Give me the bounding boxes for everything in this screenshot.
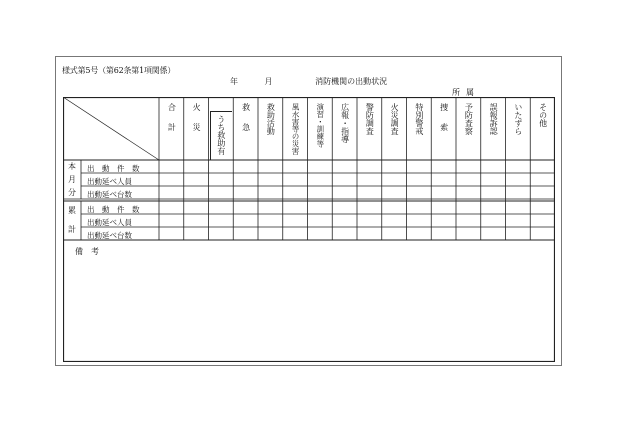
column-header-fire: 火災 [192,103,202,143]
data-cell[interactable] [234,174,257,185]
form-title [230,76,387,87]
data-cell[interactable] [309,187,332,198]
data-cell[interactable] [259,228,282,239]
data-cell[interactable] [185,228,208,239]
title-main: 消防機関の出動状況 [315,77,388,86]
data-cell[interactable] [457,187,480,198]
data-cell[interactable] [284,228,307,239]
data-cell[interactable] [482,174,505,185]
data-cell[interactable] [432,174,455,185]
data-cell[interactable] [358,187,381,198]
group-label-cumulative [63,201,81,240]
data-cell[interactable] [309,228,332,239]
data-cell[interactable] [185,161,208,172]
column-header-emergency: 救急 [241,103,251,143]
data-cell[interactable] [383,187,406,198]
data-cell[interactable] [284,202,307,213]
data-cell[interactable] [507,202,530,213]
data-cell[interactable] [408,228,431,239]
data-cell[interactable] [160,202,183,213]
column-header-fire-investigation: 火災調査 [390,103,400,135]
data-cell[interactable] [210,174,233,185]
data-cell[interactable] [259,187,282,198]
group-label-char: 月 [68,174,76,184]
data-cell[interactable] [531,202,554,213]
data-cell[interactable] [210,202,233,213]
data-cell[interactable] [358,174,381,185]
group-label-char: 本 [68,161,76,171]
data-cell[interactable] [160,174,183,185]
column-header-exercise: 演習・訓練等 [315,103,325,148]
data-cell[interactable] [432,228,455,239]
row-label-cumulative-0: 出 動 件 数 [87,205,140,214]
data-cell[interactable] [531,161,554,172]
column-header-alert-inspection: 警防調査 [365,103,375,135]
row-label-cumulative-2: 出動延べ台数 [87,231,132,240]
data-cell[interactable] [210,187,233,198]
data-cell[interactable] [309,161,332,172]
data-cell[interactable] [383,228,406,239]
data-cell[interactable] [531,228,554,239]
data-cell[interactable] [531,187,554,198]
data-cell[interactable] [507,228,530,239]
data-cell[interactable] [408,202,431,213]
data-cell[interactable] [432,202,455,213]
data-cell[interactable] [507,215,530,226]
data-cell[interactable] [259,161,282,172]
data-cell[interactable] [210,215,233,226]
data-cell[interactable] [383,202,406,213]
data-cell[interactable] [408,215,431,226]
column-header-publicity: 広報・指導 [340,103,350,143]
data-cell[interactable] [284,161,307,172]
data-cell[interactable] [408,174,431,185]
data-cell[interactable] [333,161,356,172]
group-label-this-month [63,160,81,199]
column-header-fire-rescue: うち救助有 [216,115,226,155]
column-header-prank: いたずら [513,103,523,135]
data-cell[interactable] [185,202,208,213]
data-cell[interactable] [309,174,332,185]
dispatch-table [63,97,555,362]
data-cell[interactable] [284,215,307,226]
row-label-this-month-0: 出 動 件 数 [87,164,140,173]
data-cell[interactable] [234,161,257,172]
row-label-cumulative-1: 出動延べ人員 [87,218,132,227]
data-cell[interactable] [507,161,530,172]
data-cell[interactable] [358,228,381,239]
data-cell[interactable] [234,202,257,213]
data-cell[interactable] [160,228,183,239]
column-header-total: 合計 [167,103,177,143]
column-header-prevention: 予防査察 [464,103,474,135]
header-diagonal [63,97,159,160]
data-cell[interactable] [432,187,455,198]
data-cell[interactable] [432,215,455,226]
row-label-this-month-1: 出動延べ人員 [87,177,132,186]
data-cell[interactable] [408,187,431,198]
data-cell[interactable] [185,174,208,185]
data-cell[interactable] [383,174,406,185]
data-cell[interactable] [234,215,257,226]
data-cell[interactable] [482,228,505,239]
title-month: 月 [264,77,273,86]
column-header-special-alert: 特別警戒 [414,103,424,135]
data-cell[interactable] [185,215,208,226]
data-cell[interactable] [432,161,455,172]
data-cell[interactable] [259,202,282,213]
remarks-label: 備 考 [75,247,99,256]
data-cell[interactable] [210,161,233,172]
data-cell[interactable] [259,174,282,185]
title-year: 年 [230,77,238,86]
column-header-storm-flood: 風水害等の災害 [291,103,301,155]
group-label-char: 分 [68,187,76,197]
data-cell[interactable] [358,161,381,172]
data-cell[interactable] [531,174,554,185]
column-header-other: その他 [538,103,548,127]
data-cell[interactable] [284,187,307,198]
fire-rescue-subcolumn-box [210,111,233,160]
data-cell[interactable] [333,187,356,198]
data-cell[interactable] [259,215,282,226]
form-label: 様式第5号（第62条第1項関係） [62,66,176,75]
data-cell[interactable] [333,202,356,213]
data-cell[interactable] [185,187,208,198]
column-header-rescue: 救助活動 [266,103,276,135]
column-header-false-alarm: 誤報訴認 [489,103,499,135]
data-cell[interactable] [482,161,505,172]
data-cell[interactable] [160,215,183,226]
data-cell[interactable] [383,161,406,172]
row-label-this-month-2: 出動延べ台数 [87,190,132,199]
data-cell[interactable] [333,174,356,185]
data-cell[interactable] [333,228,356,239]
data-cell[interactable] [234,228,257,239]
column-header-search: 捜索 [439,103,449,143]
data-cell[interactable] [309,215,332,226]
data-cell[interactable] [457,215,480,226]
data-cell[interactable] [482,215,505,226]
department-label: 所属 [452,88,480,97]
data-cell[interactable] [507,187,530,198]
data-cell[interactable] [160,161,183,172]
data-cell[interactable] [408,161,431,172]
data-cell[interactable] [457,228,480,239]
data-cell[interactable] [457,202,480,213]
data-cell[interactable] [358,202,381,213]
data-cell[interactable] [333,215,356,226]
data-cell[interactable] [457,174,480,185]
data-cell[interactable] [284,174,307,185]
data-cell[interactable] [234,187,257,198]
data-cell[interactable] [210,228,233,239]
data-cell[interactable] [309,202,332,213]
data-cell[interactable] [457,161,480,172]
group-label-char: 計 [68,225,76,235]
form-sheet [55,56,562,366]
data-cell[interactable] [358,215,381,226]
remarks-area[interactable] [65,242,553,360]
data-cell[interactable] [160,187,183,198]
data-cell[interactable] [507,174,530,185]
group-label-char: 累 [68,205,76,215]
data-cell[interactable] [383,215,406,226]
data-cell[interactable] [531,215,554,226]
data-cell[interactable] [482,187,505,198]
data-cell[interactable] [482,202,505,213]
